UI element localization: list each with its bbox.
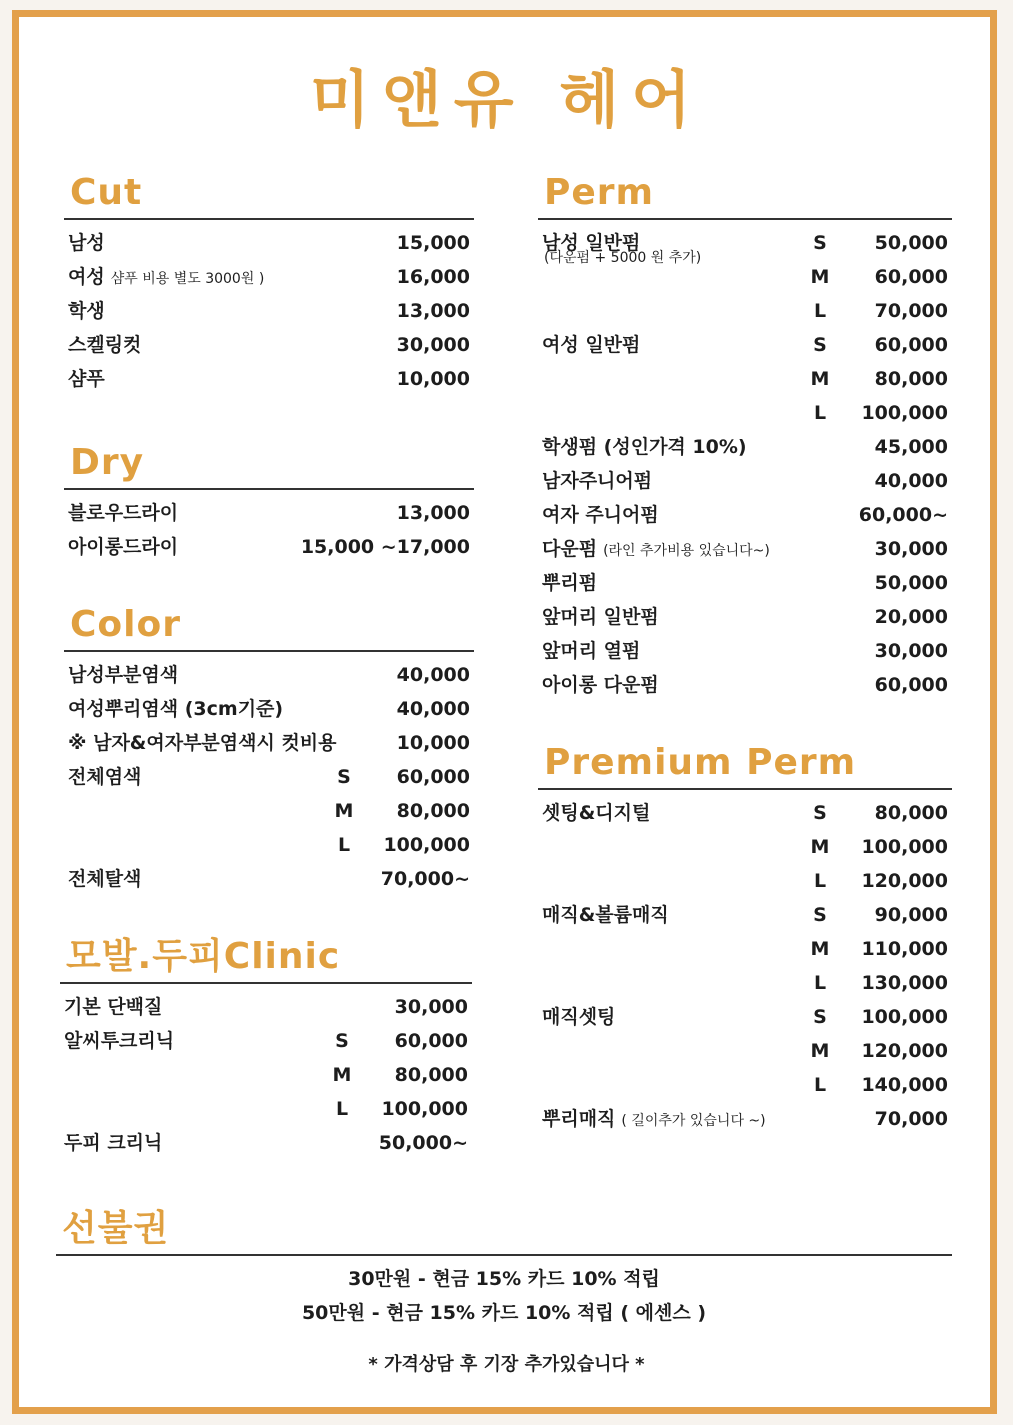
item-price: 45,000: [874, 436, 948, 458]
size-label: M: [810, 836, 830, 858]
item-note: 샴푸 비용 별도 3000원 ): [110, 271, 265, 287]
perm-section: [538, 170, 952, 702]
item-price: 60,000: [396, 766, 470, 788]
size-label: M: [332, 1064, 352, 1086]
menu-row: [538, 260, 952, 294]
item-price: 13,000: [396, 502, 470, 524]
item-price: 140,000: [861, 1074, 948, 1096]
menu-row: [538, 1034, 952, 1068]
size-label: L: [813, 300, 827, 322]
size-label: S: [813, 334, 827, 356]
menu-row: [64, 828, 474, 862]
item-label: 여자 주니어펌: [542, 504, 659, 526]
clinic-divider: [60, 982, 472, 984]
item-label: 남성 일반펌: [542, 232, 641, 254]
item-label: 기본 단백질: [64, 996, 163, 1018]
downperm-extra-note: (다운펌 + 5000 원 추가): [544, 250, 702, 266]
size-label: L: [335, 1098, 349, 1120]
item-label: 블로우드라이: [68, 502, 179, 524]
item-price: 20,000: [874, 606, 948, 628]
item-price: 13,000: [396, 300, 470, 322]
size-label: L: [813, 972, 827, 994]
item-note: (라인 추가비용 있습니다~): [603, 543, 770, 559]
menu-row: [538, 600, 952, 634]
color-section: [64, 602, 474, 896]
item-label: 학생펌 (성인가격 10%): [542, 436, 747, 458]
size-label: S: [335, 1030, 349, 1052]
menu-row: [538, 328, 952, 362]
size-label: L: [337, 834, 351, 856]
menu-row: [538, 796, 952, 830]
size-label: M: [334, 800, 354, 822]
menu-row: [538, 362, 952, 396]
menu-row: [538, 1102, 952, 1136]
menu-row: [60, 1126, 472, 1160]
menu-row: [538, 1068, 952, 1102]
menu-row: [64, 294, 474, 328]
item-price: 100,000: [861, 836, 948, 858]
cut-section: [64, 170, 474, 396]
item-price: 100,000: [861, 402, 948, 424]
menu-row: [538, 294, 952, 328]
item-label: 두피 크리닉: [64, 1132, 163, 1154]
item-label: 여성: [68, 266, 105, 288]
menu-row: [64, 760, 474, 794]
menu-row: [538, 830, 952, 864]
item-label: 앞머리 열펌: [542, 640, 641, 662]
item-price: 110,000: [861, 938, 948, 960]
menu-row: [538, 634, 952, 668]
item-price: 60,000: [874, 674, 948, 696]
item-label: 셋팅&디지털: [542, 802, 651, 824]
size-label: L: [813, 402, 827, 424]
menu-row: [538, 396, 952, 430]
item-price: 30,000: [874, 640, 948, 662]
menu-row: [60, 990, 472, 1024]
menu-row: [538, 864, 952, 898]
menu-row: [538, 932, 952, 966]
item-label: 전체탈색: [68, 868, 142, 890]
prepaid-line-300k: 30만원 - 현금 15% 카드 10% 적립: [348, 1268, 660, 1290]
menu-row: [60, 1092, 472, 1126]
size-label: S: [337, 766, 351, 788]
menu-row: [538, 668, 952, 702]
item-price: 70,000~: [380, 868, 470, 890]
perm-divider: [538, 218, 952, 220]
size-label: L: [813, 1074, 827, 1096]
size-label: M: [810, 938, 830, 960]
color-heading: Color: [70, 604, 181, 645]
item-price: 30,000: [394, 996, 468, 1018]
item-price: 130,000: [861, 972, 948, 994]
item-price: 100,000: [861, 1006, 948, 1028]
item-price: 50,000: [874, 232, 948, 254]
item-label: 남자주니어펌: [542, 470, 653, 492]
menu-row: [538, 898, 952, 932]
item-price: 30,000: [396, 334, 470, 356]
menu-row: [64, 658, 474, 692]
menu-row: [538, 430, 952, 464]
item-price: 80,000: [874, 802, 948, 824]
size-label: M: [810, 368, 830, 390]
menu-row: [538, 226, 952, 266]
item-price: 60,000~: [858, 504, 948, 526]
item-price: 70,000: [874, 1108, 948, 1130]
item-note: ( 길이추가 있습니다 ~): [621, 1113, 766, 1129]
cut-heading: Cut: [70, 172, 143, 213]
menu-row: [538, 532, 952, 566]
item-label: ※ 남자&여자부분염색시 컷비용: [68, 732, 337, 754]
item-price: 40,000: [396, 698, 470, 720]
menu-row: [64, 530, 474, 564]
cut-divider: [64, 218, 474, 220]
item-label: 다운펌: [542, 538, 598, 560]
premium-perm-heading: Premium Perm: [544, 742, 857, 783]
item-label: 매직셋팅: [542, 1006, 616, 1028]
item-label: 남성: [68, 232, 105, 254]
item-price: 120,000: [861, 1040, 948, 1062]
menu-row: [60, 1058, 472, 1092]
size-label: S: [813, 232, 827, 254]
item-label: 학생: [68, 300, 105, 322]
item-price: 15,000: [396, 232, 470, 254]
size-label: S: [813, 1006, 827, 1028]
item-label: 여성뿌리염색 (3cm기준): [68, 698, 284, 720]
menu-row: [64, 794, 474, 828]
item-price: 60,000: [874, 266, 948, 288]
item-price: 40,000: [874, 470, 948, 492]
menu-row: [64, 362, 474, 396]
prepaid-heading: 선불권: [62, 1208, 170, 1249]
prepaid-divider: [56, 1254, 952, 1256]
perm-heading: Perm: [544, 172, 655, 213]
size-label: S: [813, 904, 827, 926]
item-label: 전체염색: [68, 766, 142, 788]
salon-title: 미앤유 헤어: [309, 63, 704, 136]
size-label: S: [813, 802, 827, 824]
menu-row: [64, 328, 474, 362]
prepaid-line-500k: 50만원 - 현금 15% 카드 10% 적립 ( 에센스 ): [301, 1302, 707, 1324]
item-label: 스켈링컷: [68, 334, 142, 356]
premium-perm-section: [538, 740, 952, 1136]
dry-heading: Dry: [70, 442, 145, 483]
premium-perm-divider: [538, 788, 952, 790]
item-price: 16,000: [396, 266, 470, 288]
clinic-section: [60, 934, 472, 1160]
clinic-heading: 모발.두피Clinic: [66, 936, 341, 977]
item-price: 50,000: [874, 572, 948, 594]
item-price: 80,000: [874, 368, 948, 390]
size-label: M: [810, 266, 830, 288]
item-price: 15,000 ~17,000: [300, 536, 470, 558]
menu-row: [538, 1000, 952, 1034]
item-price: 10,000: [396, 732, 470, 754]
item-price: 30,000: [874, 538, 948, 560]
footer-note: * 가격상담 후 기장 추가있습니다 *: [368, 1354, 645, 1375]
item-price: 60,000: [874, 334, 948, 356]
item-label: 아이롱드라이: [68, 536, 179, 558]
size-label: M: [810, 1040, 830, 1062]
menu-row: [64, 726, 474, 760]
item-price: 80,000: [394, 1064, 468, 1086]
dry-section: [64, 440, 474, 564]
item-price: 60,000: [394, 1030, 468, 1052]
item-label: 앞머리 일반펌: [542, 606, 659, 628]
menu-row: [64, 226, 474, 260]
item-price: 90,000: [874, 904, 948, 926]
menu-row: [64, 692, 474, 726]
prepaid-section: [56, 1206, 952, 1332]
item-label: 뿌리펌: [542, 572, 598, 594]
item-label: 아이롱 다운펌: [542, 674, 659, 696]
item-label: 남성부분염색: [68, 664, 179, 686]
item-price: 10,000: [396, 368, 470, 390]
item-price: 70,000: [874, 300, 948, 322]
menu-row: [538, 566, 952, 600]
item-label: 여성 일반펌: [542, 334, 641, 356]
menu-row: [64, 496, 474, 530]
menu-row: [538, 464, 952, 498]
item-price: 40,000: [396, 664, 470, 686]
color-divider: [64, 650, 474, 652]
item-price: 120,000: [861, 870, 948, 892]
item-label: 샴푸: [68, 368, 105, 390]
item-price: 100,000: [381, 1098, 468, 1120]
size-label: L: [813, 870, 827, 892]
menu-row: [64, 862, 474, 896]
menu-row: [538, 498, 952, 532]
item-label: 알씨투크리닉: [64, 1030, 175, 1052]
menu-row: [64, 260, 474, 294]
item-label: 매직&볼륨매직: [542, 904, 669, 926]
menu-row: [60, 1024, 472, 1058]
item-price: 80,000: [396, 800, 470, 822]
item-price: 50,000~: [378, 1132, 468, 1154]
item-label: 뿌리매직: [542, 1108, 616, 1130]
menu-row: [538, 966, 952, 1000]
item-price: 100,000: [383, 834, 470, 856]
dry-divider: [64, 488, 474, 490]
